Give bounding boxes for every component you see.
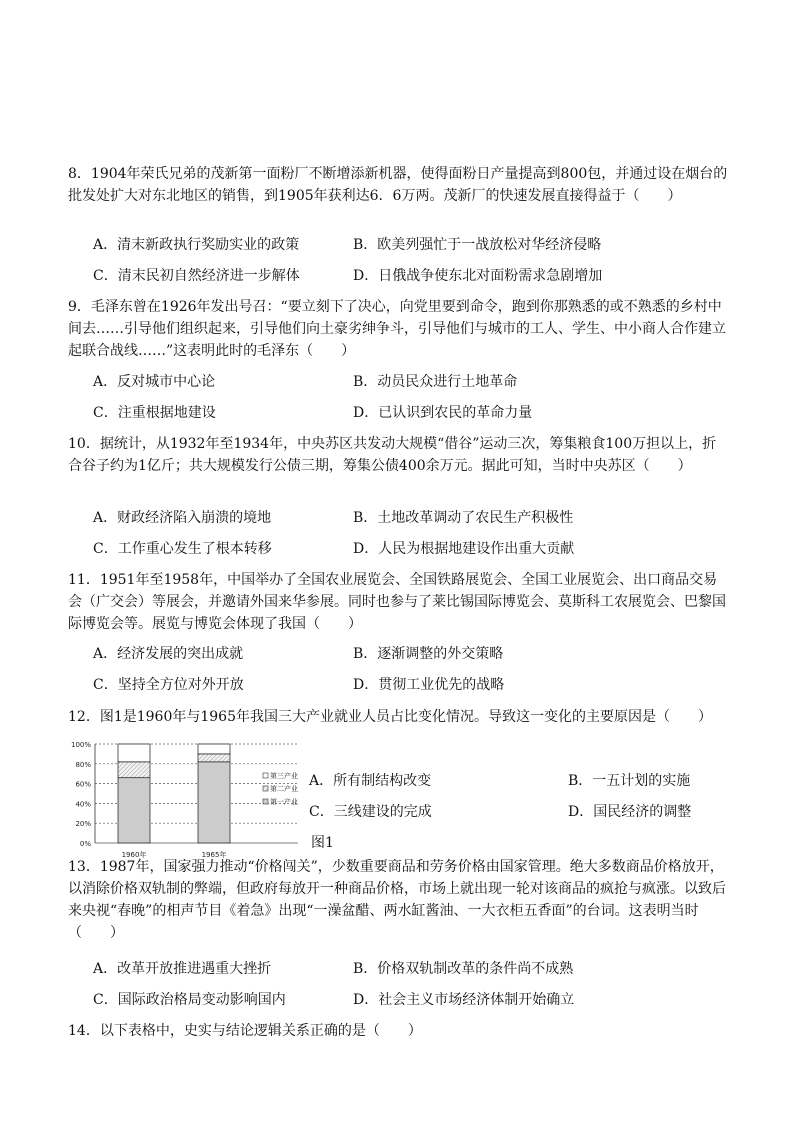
- option-a[interactable]: A．经济发展的突出成就: [93, 646, 244, 662]
- option-b[interactable]: B．价格双轨制改革的条件尚不成熟: [353, 961, 574, 977]
- question-8-options-row-1: [93, 234, 693, 256]
- option-b[interactable]: B．欧美列强忙于一战放松对华经济侵略: [353, 237, 602, 253]
- question-10: [68, 433, 728, 477]
- option-c[interactable]: C．清末民初自然经济进一步解体: [93, 268, 300, 284]
- question-13-options-row-2: [93, 989, 693, 1011]
- question-13: [68, 856, 728, 944]
- y-tick-label: 20%: [75, 820, 91, 829]
- x-tick-label: 1960年: [121, 851, 147, 859]
- legend-swatch: [263, 786, 268, 791]
- question-13-text: 13．1987年，国家强力推动“价格闯关”，少数重要商品和劳务价格由国家管理。绝大多数商品价格放开，以消除价格双轨制的弊端，但政府每放开一种商品价格，市场上就出现一轮对该商品的疯抢与疯涨。以致后来央视“春晚”的相声节目《着急》出现“一澡盆醋、两水缸酱油、一大衣柜五香面”的台词。这表明当时（ ）: [68, 859, 726, 941]
- question-11-options-row-1: [93, 643, 693, 665]
- question-14-text: 14．以下表格中，史实与结论逻辑关系正确的是（ ）: [68, 1023, 422, 1039]
- option-d[interactable]: D．国民经济的调整: [568, 804, 692, 820]
- option-b[interactable]: B．一五计划的实施: [568, 773, 691, 789]
- question-9: [68, 296, 728, 362]
- bar-segment: [198, 762, 230, 843]
- y-tick-label: 100%: [70, 741, 91, 749]
- question-11: [68, 569, 728, 635]
- y-tick-label: 40%: [75, 800, 91, 809]
- y-tick-label: 80%: [75, 760, 91, 769]
- option-b[interactable]: B．逐渐调整的外交策略: [353, 646, 504, 662]
- question-9-options-row-2: [93, 402, 693, 424]
- option-b[interactable]: B．土地改革调动了农民生产积极性: [353, 510, 574, 526]
- question-14: [68, 1020, 728, 1042]
- legend-label: 第二产业: [270, 785, 298, 793]
- legend-label: 第三产业: [270, 772, 298, 780]
- employment-structure-chart: [63, 738, 343, 863]
- question-11-text: 11．1951年至1958年，中国举办了全国农业展览会、全国铁路展览会、全国工业展览会、出口商品交易会（广交会）等展会，并邀请外国来华参展。同时也参与了莱比锡国际博览会、莫斯科工农展览会、巴黎国际博览会等。展览与博览会体现了我国（ ）: [68, 572, 726, 632]
- figure-caption: 图1: [311, 835, 334, 851]
- option-a[interactable]: A．清末新政执行奖励实业的政策: [93, 237, 300, 253]
- question-12-text: 12．图1是1960年与1965年我国三大产业就业人员占比变化情况。导致这一变化的主要原因是（ ）: [68, 709, 712, 725]
- option-d[interactable]: D．日俄战争使东北对面粉需求急剧增加: [353, 268, 603, 284]
- y-tick-label: 60%: [75, 780, 91, 789]
- y-tick-label: 0%: [79, 840, 91, 848]
- bar-segment: [118, 762, 150, 778]
- legend-swatch: [263, 773, 268, 778]
- option-d[interactable]: D．已认识到农民的革命力量: [353, 405, 533, 421]
- option-b[interactable]: B．动员民众进行土地革命: [353, 374, 518, 390]
- question-8: [68, 163, 728, 207]
- bar-segment: [198, 754, 230, 762]
- chart-svg: [63, 738, 343, 863]
- option-d[interactable]: D．社会主义市场经济体制开始确立: [353, 992, 575, 1008]
- question-8-options-row-2: [93, 265, 693, 287]
- option-c[interactable]: C．工作重心发生了根本转移: [93, 541, 272, 557]
- question-10-text: 10．据统计，从1932年至1934年，中央苏区共发动大规模“借谷”运动三次，筹集粮食100万担以上，折合谷子约为1亿斤；共大规模发行公债三期，筹集公债400余万元。据此可知，当时中央苏区（ ）: [68, 436, 717, 474]
- chart-legend: [263, 771, 298, 806]
- option-a[interactable]: A．所有制结构改变: [309, 773, 432, 789]
- option-c[interactable]: C．坚持全方位对外开放: [93, 677, 244, 693]
- option-a[interactable]: A．改革开放推进遇重大挫折: [93, 961, 272, 977]
- bar-segment: [118, 744, 150, 762]
- question-10-options-row-2: [93, 538, 693, 560]
- option-c[interactable]: C．国际政治格局变动影响国内: [93, 992, 286, 1008]
- option-c[interactable]: C．三线建设的完成: [309, 804, 432, 820]
- legend-swatch: [263, 799, 268, 804]
- question-9-text: 9．毛泽东曾在1926年发出号召：“要立刻下了决心，向党里要到命令，跑到你那熟悉的或不熟悉的乡村中间去……引导他们组织起来，引导他们向土豪劣绅争斗，引导他们与城市的工人、学生、中小商人合作建立起联合战线……”这表明此时的毛泽东（ ）: [68, 299, 726, 359]
- option-a[interactable]: A．财政经济陷入崩溃的境地: [93, 510, 272, 526]
- option-a[interactable]: A．反对城市中心论: [93, 374, 216, 390]
- legend-label: 第一产业: [270, 798, 298, 806]
- question-9-options-row-1: [93, 371, 693, 393]
- bar-segment: [198, 744, 230, 754]
- chart-bars: [118, 744, 230, 843]
- question-12: [68, 706, 728, 728]
- chart-y-ticks: [71, 741, 91, 848]
- question-8-text: 8．1904年荣氏兄弟的茂新第一面粉厂不断增添新机器，使得面粉日产量提高到800包，并通过设在烟台的批发处扩大对东北地区的销售，到1905年获利达6．6万两。茂新厂的快速发展直接得益于（ ）: [68, 166, 728, 204]
- question-13-options-row-1: [93, 958, 693, 980]
- question-10-options-row-1: [93, 507, 693, 529]
- x-tick-label: 1965年: [201, 851, 227, 859]
- question-11-options-row-2: [93, 674, 693, 696]
- bar-segment: [118, 778, 150, 843]
- option-d[interactable]: D．人民为根据地建设作出重大贡献: [353, 541, 575, 557]
- option-c[interactable]: C．注重根据地建设: [93, 405, 216, 421]
- option-d[interactable]: D．贯彻工业优先的战略: [353, 677, 505, 693]
